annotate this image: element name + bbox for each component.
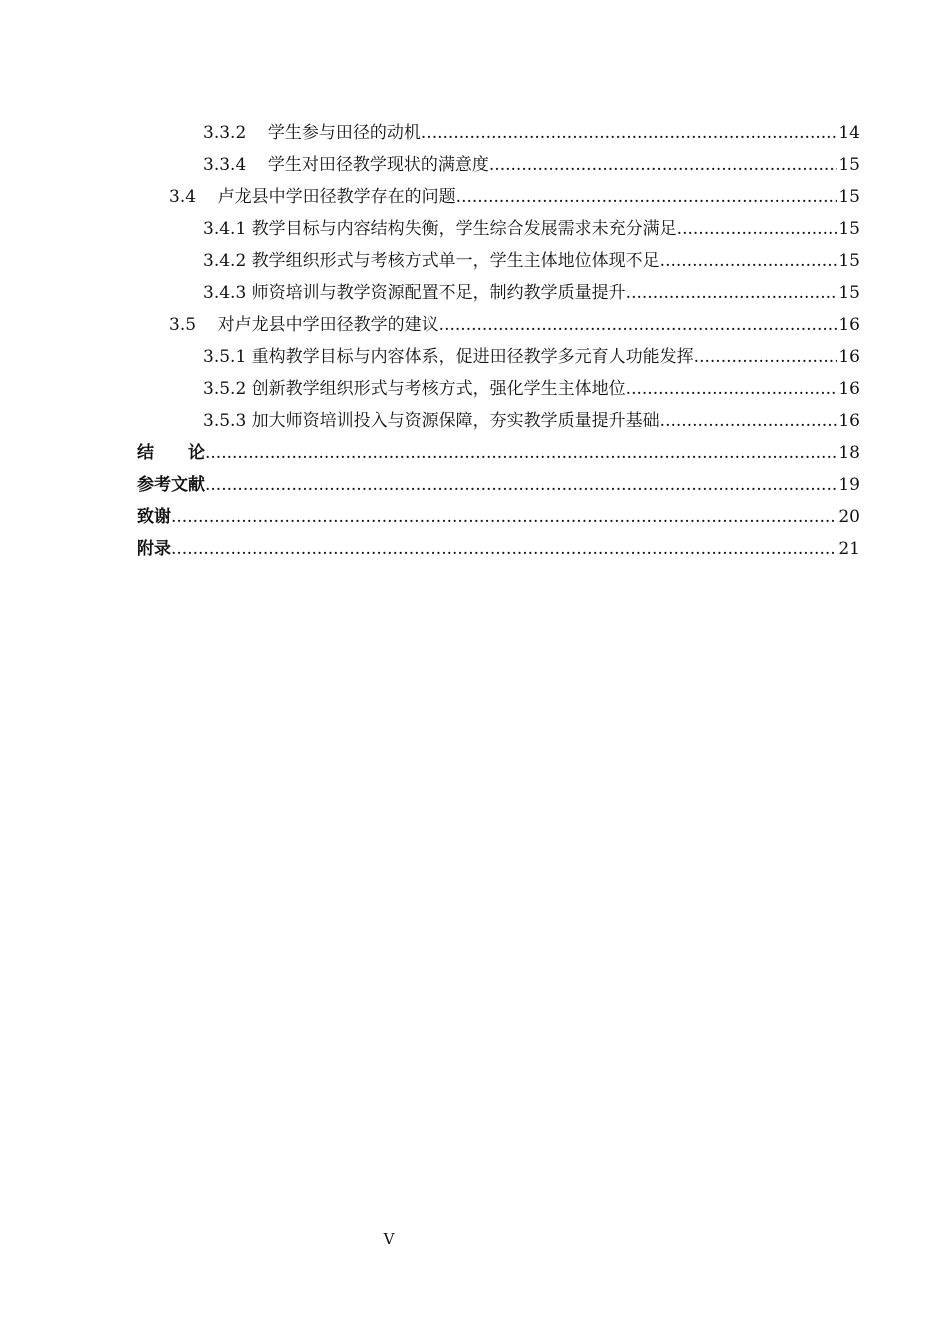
dot-leader <box>205 469 837 501</box>
toc-entry-3-5-3[interactable] <box>203 405 860 437</box>
toc-entry-3-5-1[interactable] <box>203 341 860 373</box>
dot-leader <box>439 309 838 341</box>
dot-leader <box>421 117 837 149</box>
dot-leader <box>456 181 838 213</box>
toc-entry-title: 3.5.1 重构教学目标与内容体系，促进田径教学多元育人功能发挥 <box>203 347 694 367</box>
toc-entry-title: 致谢 <box>137 507 171 527</box>
toc-entry-title: 结 论 <box>137 443 205 463</box>
toc-entry-title: 3.4.3 师资培训与教学资源配置不足，制约教学质量提升 <box>203 283 626 303</box>
toc-entry-acknowledgements[interactable] <box>137 501 860 533</box>
toc-page-number: 15 <box>838 251 860 271</box>
toc-entry-conclusion[interactable] <box>137 437 860 469</box>
toc-page-number: 15 <box>838 283 860 303</box>
toc-entry-title: 3.3.2 学生参与田径的动机 <box>203 123 421 143</box>
toc-page-number: 15 <box>838 155 860 175</box>
toc-entry-title: 3.5 对卢龙县中学田径教学的建议 <box>169 315 439 335</box>
toc-entry-title: 3.5.3 加大师资培训投入与资源保障，夯实教学质量提升基础 <box>203 411 660 431</box>
dot-leader <box>677 213 838 245</box>
dot-leader <box>626 277 838 309</box>
toc-page-number: 16 <box>838 315 860 335</box>
toc-page-number: 16 <box>838 411 860 431</box>
toc-entry-title: 3.4.2 教学组织形式与考核方式单一，学生主体地位体现不足 <box>203 251 660 271</box>
toc-entry-3-4[interactable] <box>169 181 860 213</box>
toc-entry-3-4-1[interactable] <box>203 213 860 245</box>
dot-leader <box>171 501 837 533</box>
toc-page-number: 21 <box>838 539 860 559</box>
toc-page-number: 16 <box>838 379 860 399</box>
toc-entry-title: 3.5.2 创新教学组织形式与考核方式，强化学生主体地位 <box>203 379 626 399</box>
toc-entry-title: 3.4 卢龙县中学田径教学存在的问题 <box>169 187 456 207</box>
dot-leader <box>205 437 837 469</box>
toc-entry-3-3-2[interactable] <box>203 117 860 149</box>
dot-leader <box>694 341 838 373</box>
toc-entry-title: 3.3.4 学生对田径教学现状的满意度 <box>203 155 489 175</box>
toc-page-number: 18 <box>838 443 860 463</box>
dot-leader <box>660 245 838 277</box>
toc-page-number: 19 <box>838 475 860 495</box>
toc-entry-appendix[interactable] <box>137 533 860 565</box>
toc-entry-references[interactable] <box>137 469 860 501</box>
toc-page-number: 16 <box>838 347 860 367</box>
dot-leader <box>626 373 838 405</box>
page-footer-number: V <box>383 1230 395 1248</box>
toc-entry-3-4-2[interactable] <box>203 245 860 277</box>
toc-entry-title: 参考文献 <box>137 475 205 495</box>
toc-entry-title: 附录 <box>137 539 171 559</box>
dot-leader <box>660 405 838 437</box>
toc-entry-3-4-3[interactable] <box>203 277 860 309</box>
toc-page-number: 20 <box>838 507 860 527</box>
toc-entry-3-3-4[interactable] <box>203 149 860 181</box>
dot-leader <box>171 533 837 565</box>
toc-page-number: 14 <box>838 123 860 143</box>
toc-page-number: 15 <box>838 219 860 239</box>
dot-leader <box>489 149 837 181</box>
toc-entry-3-5[interactable] <box>169 309 860 341</box>
toc-page-number: 15 <box>838 187 860 207</box>
toc-entry-title: 3.4.1 教学目标与内容结构失衡，学生综合发展需求未充分满足 <box>203 219 677 239</box>
toc-entry-3-5-2[interactable] <box>203 373 860 405</box>
